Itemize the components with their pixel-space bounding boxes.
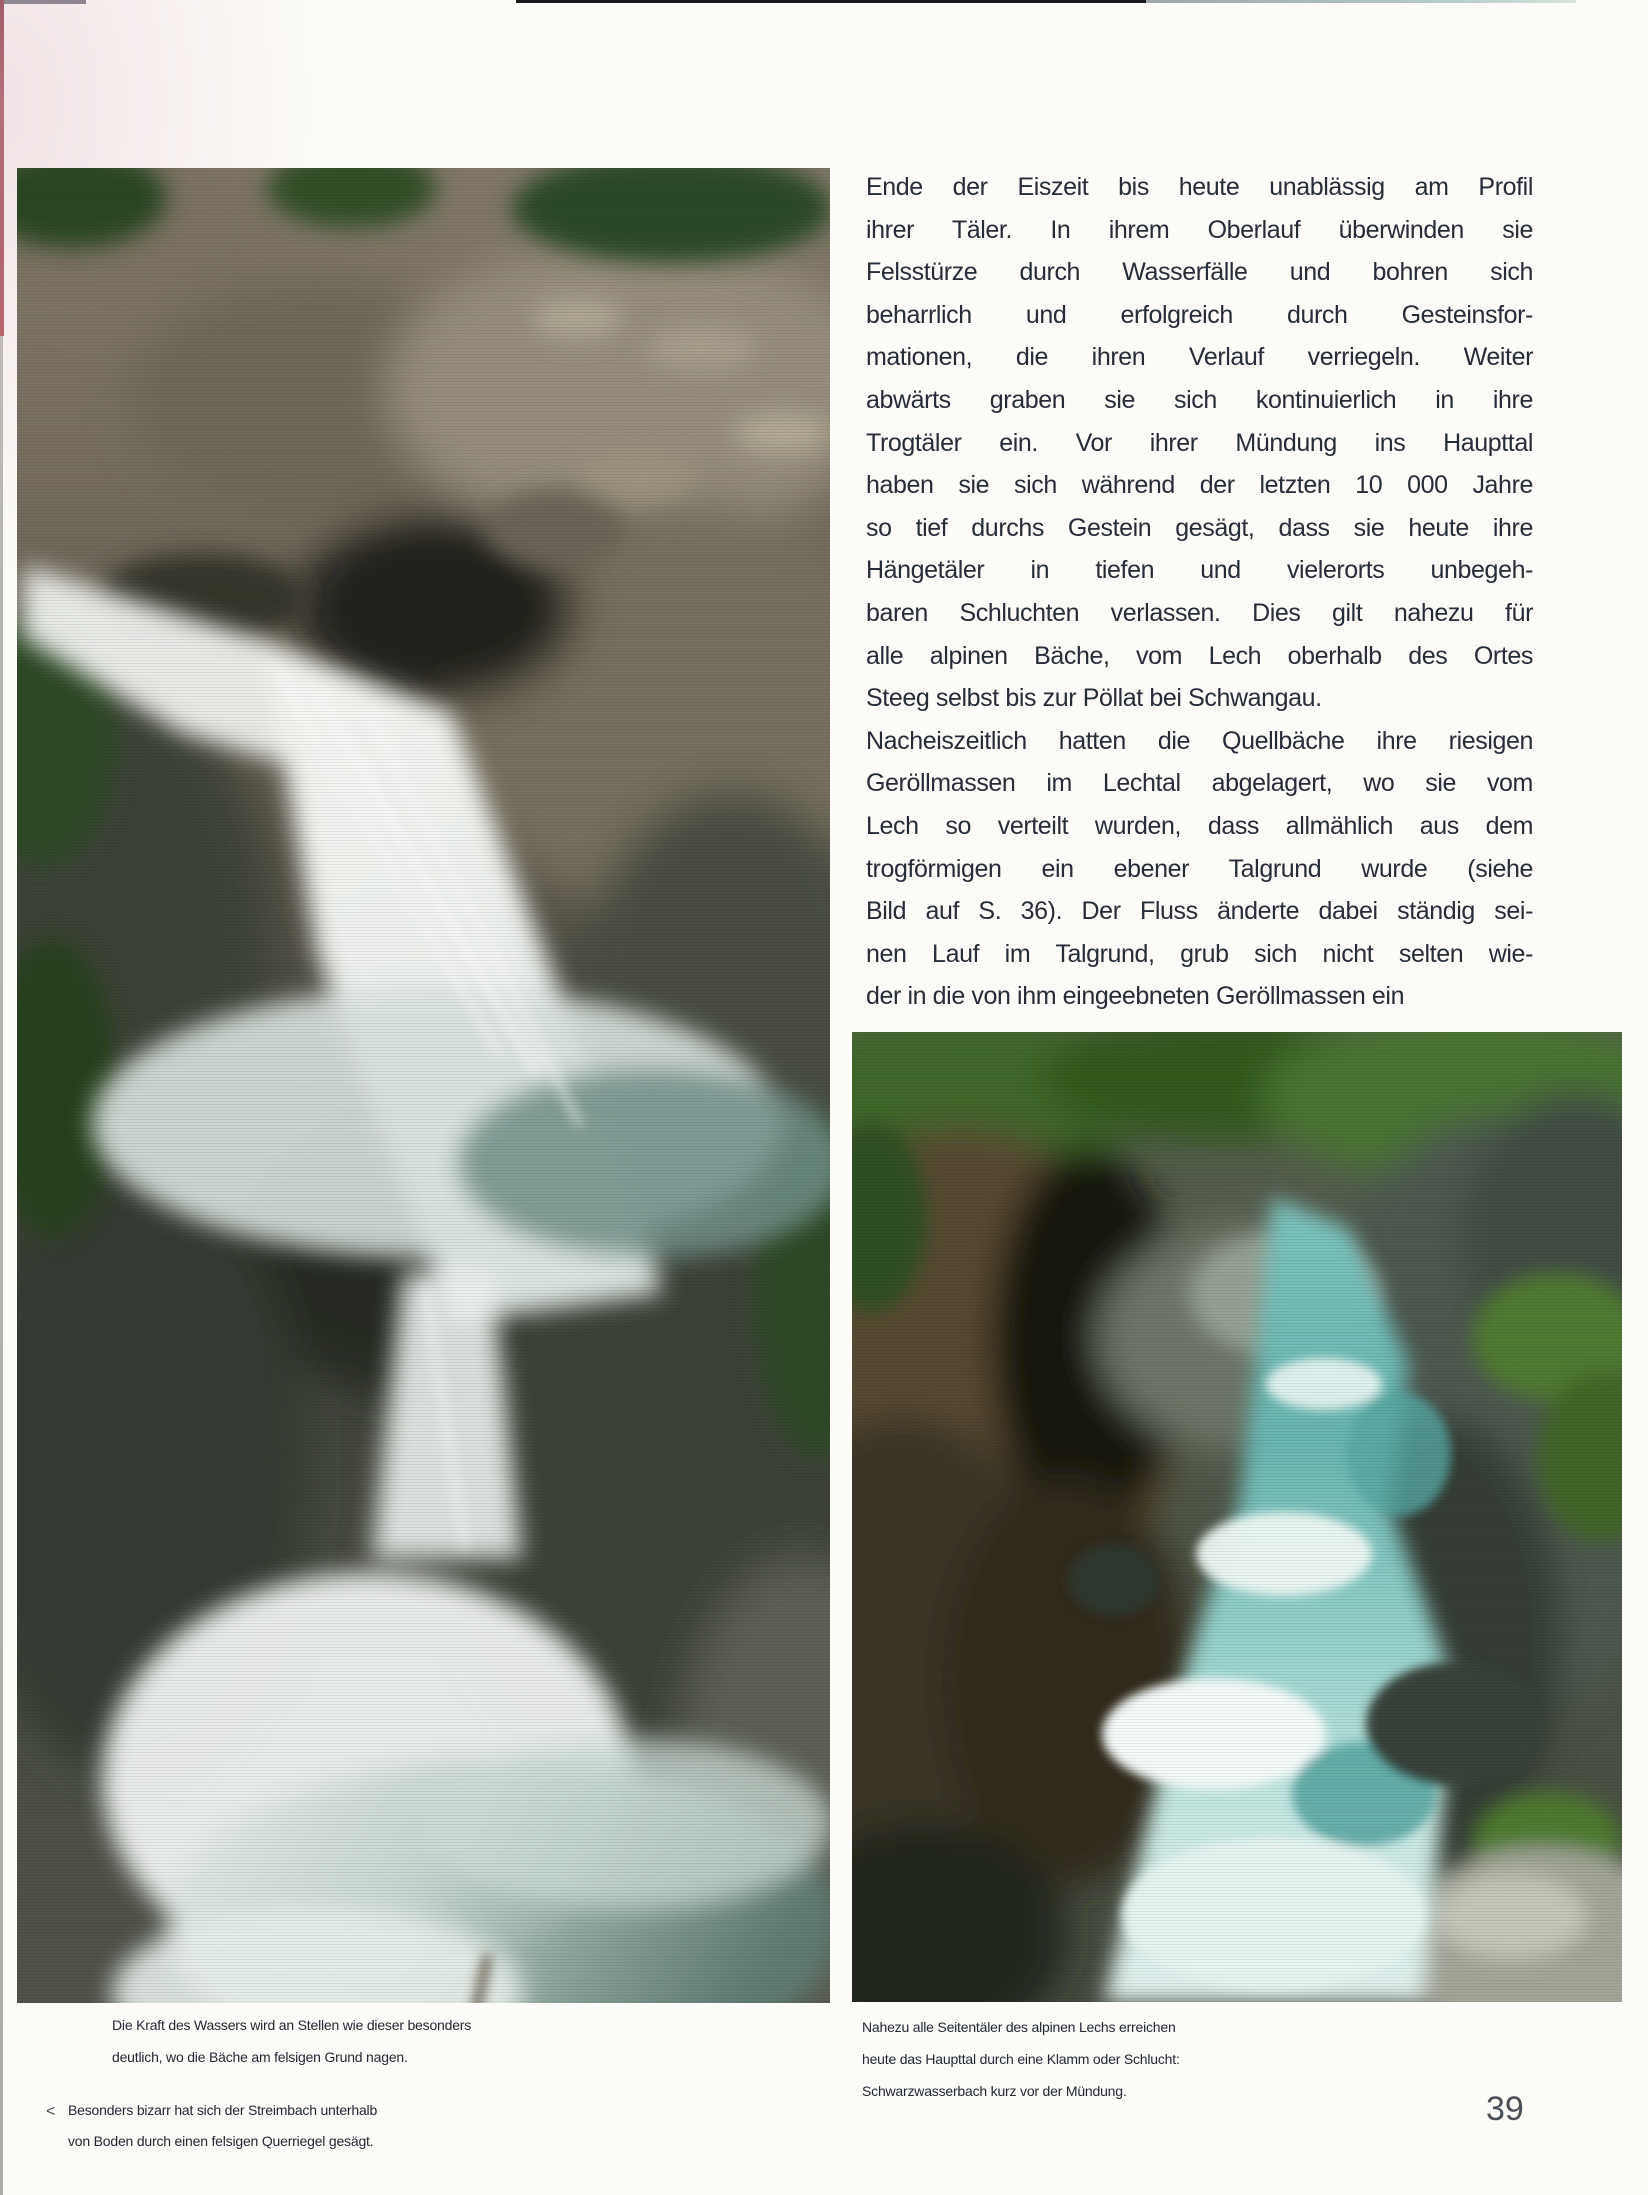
caption-line: Besonders bizarr hat sich der Streimbach unterhalb <box>68 2102 378 2118</box>
caption-left-photo <box>112 2009 471 2073</box>
top-edge-mark-corner <box>0 0 86 4</box>
top-edge-mark-dark <box>516 0 1146 3</box>
caption-line: Nahezu alle Seitentäler des alpinen Lechs erreichen <box>862 2019 1176 2035</box>
left-angle-marker: < <box>46 2103 56 2120</box>
caption-line: Schwarzwasserbach kurz vor der Mündung. <box>862 2083 1127 2099</box>
body-text-line: Felsstürze durch Wasserfälle und bohren sich <box>866 258 1533 287</box>
article-text <box>866 166 1533 1018</box>
body-text-line: Nacheiszeitlich hatten die Quellbäche ihre riesigen <box>866 726 1533 755</box>
left-edge-shadow <box>0 336 3 2195</box>
body-text-line: Steeg selbst bis zur Pöllat bei Schwangau. <box>866 684 1322 713</box>
waterfall-photo <box>17 168 830 2003</box>
body-text-line: der in die von ihm eingeebneten Geröllmassen ein <box>866 982 1405 1011</box>
body-text-line: alle alpinen Bäche, vom Lech oberhalb des Ortes <box>866 641 1533 670</box>
body-text-line: mationen, die ihren Verlauf verriegeln. Weiter <box>866 343 1533 372</box>
caption-line: von Boden durch einen felsigen Querriegel gesägt. <box>68 2133 374 2149</box>
left-edge-accent <box>0 0 4 336</box>
body-text-line: baren Schluchten verlassen. Dies gilt nahezu für <box>866 598 1533 627</box>
caption-line: heute das Haupttal durch eine Klamm oder Schlucht: <box>862 2051 1180 2067</box>
caption-line: Die Kraft des Wassers wird an Stellen wie dieser besonders <box>112 2017 472 2033</box>
body-text-line: Ende der Eiszeit bis heute unablässig am Profil <box>866 173 1533 201</box>
body-text-line: so tief durchs Gestein gesägt, dass sie heute ihre <box>866 513 1533 542</box>
body-text-line: Trogtäler ein. Vor ihrer Mündung ins Haupttal <box>866 428 1533 457</box>
gorge-photo-art <box>852 1032 1622 2002</box>
body-text-line: Geröllmassen im Lechtal abgelagert, wo sie vom <box>866 769 1533 798</box>
top-edge-mark-light <box>1146 0 1576 3</box>
body-text-line: Lech so verteilt wurden, dass allmählich aus dem <box>866 811 1533 840</box>
body-text-line: trogförmigen ein ebener Talgrund wurde (siehe <box>866 854 1533 883</box>
gorge-photo <box>852 1032 1622 2002</box>
body-text-line: nen Lauf im Talgrund, grub sich nicht selten wie- <box>866 939 1533 968</box>
body-text-line: beharrlich und erfolgreich durch Gesteinsfor- <box>866 300 1533 329</box>
body-text-line: abwärts graben sie sich kontinuierlich in ihre <box>866 385 1533 414</box>
paragraph <box>866 720 1533 1018</box>
page-number: 39 <box>1486 2090 1524 2128</box>
body-text-line: Hängetäler in tiefen und vielerorts unbegeh- <box>866 556 1533 585</box>
body-text-line: haben sie sich während der letzten 10 000 Jahre <box>866 471 1533 500</box>
body-text-line: Bild auf S. 36). Der Fluss änderte dabei ständig sei- <box>866 897 1533 926</box>
body-text-line: ihrer Täler. In ihrem Oberlauf überwinden sie <box>866 215 1533 244</box>
paragraph <box>866 166 1533 720</box>
waterfall-photo-art <box>17 168 830 2003</box>
caption-line: deutlich, wo die Bäche am felsigen Grund nagen. <box>112 2049 408 2065</box>
caption-reference-text <box>68 2095 377 2157</box>
caption-right-photo <box>862 2011 1180 2107</box>
